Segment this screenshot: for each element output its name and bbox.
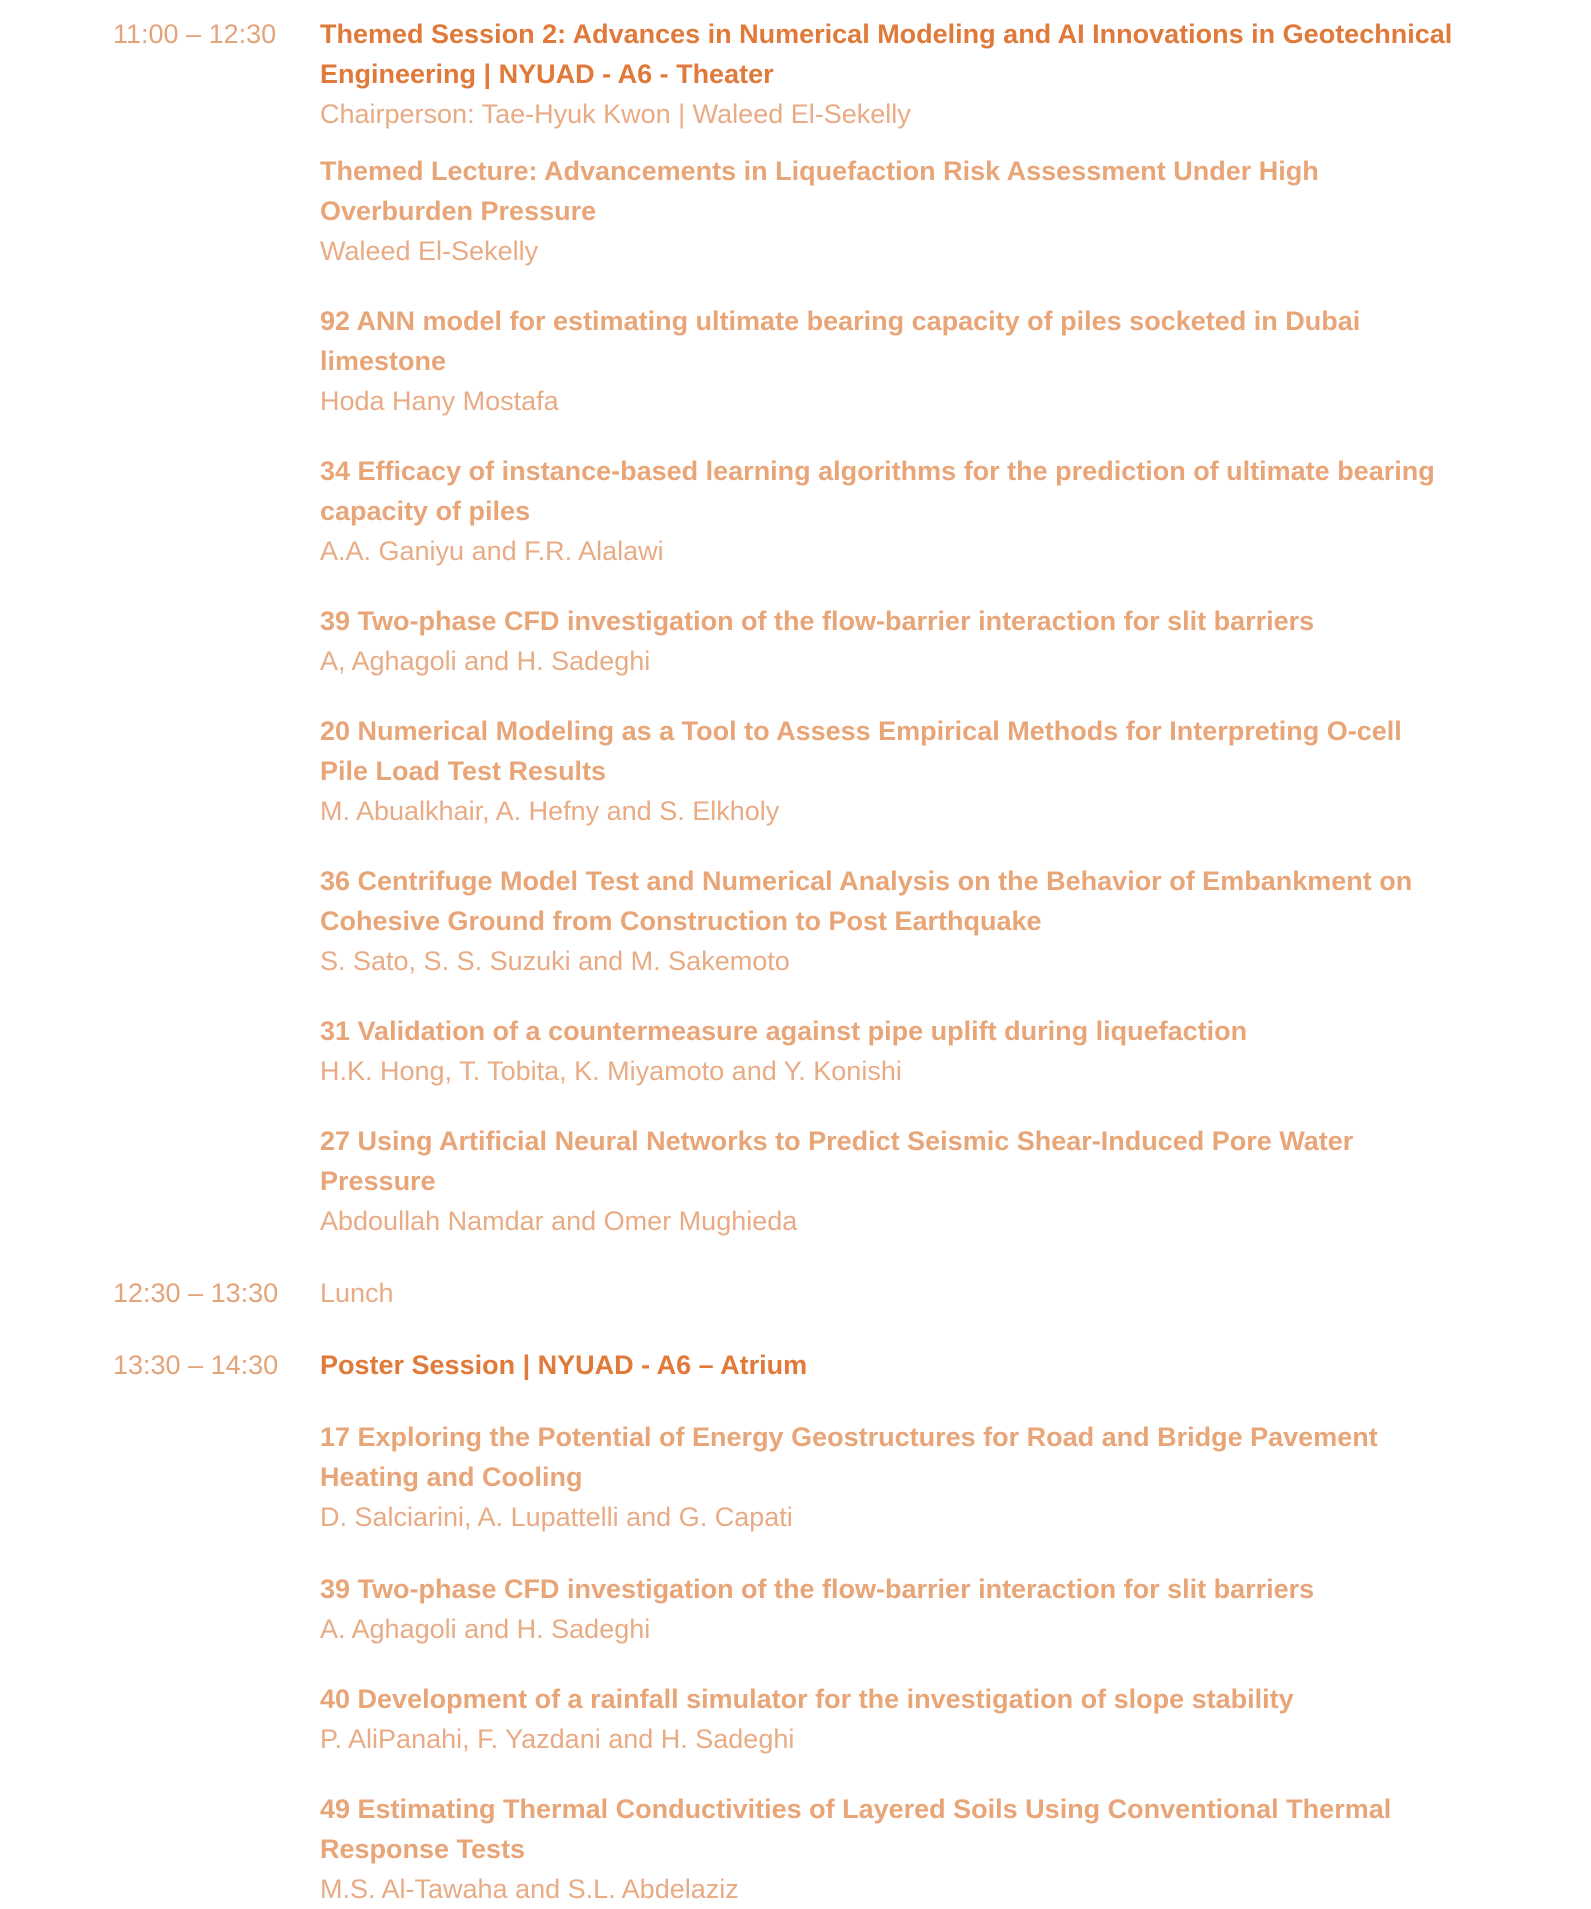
item-title-line: Overburden Pressure <box>320 196 597 226</box>
item-authors: H.K. Hong, T. Tobita, K. Miyamoto and Y. Konishi <box>320 1056 902 1086</box>
item-title-line: Response Tests <box>320 1834 526 1864</box>
item-authors: S. Sato, S. S. Suzuki and M. Sakemoto <box>320 946 790 976</box>
item-authors: P. AliPanahi, F. Yazdani and H. Sadeghi <box>320 1724 795 1754</box>
item-authors: Abdoullah Namdar and Omer Mughieda <box>320 1206 798 1236</box>
item-authors: M. Abualkhair, A. Hefny and S. Elkholy <box>320 796 780 826</box>
item-title-line: Heating and Cooling <box>320 1462 583 1492</box>
item-authors: Waleed El-Sekelly <box>320 236 539 266</box>
session-title-line: Themed Session 2: Advances in Numerical Modeling and AI Innovations in Geotechnical <box>320 19 1453 49</box>
item-title-line: 92 ANN model for estimating ultimate bearing capacity of piles socketed in Dubai <box>320 306 1361 336</box>
session-header <box>320 14 1500 134</box>
session-title-line: Engineering | NYUAD - A6 - Theater <box>320 59 774 89</box>
item-title-line: 31 Validation of a countermeasure against pipe uplift during liquefaction <box>320 1016 1248 1046</box>
session-time: 11:00 – 12:30 <box>113 19 277 49</box>
session-title-line: Poster Session | NYUAD - A6 – Atrium <box>320 1350 808 1380</box>
item-title-line: 39 Two-phase CFD investigation of the flow-barrier interaction for slit barriers <box>320 1574 1315 1604</box>
item-title-line: capacity of piles <box>320 496 531 526</box>
item-title-line: Pile Load Test Results <box>320 756 607 786</box>
item-title-line: 17 Exploring the Potential of Energy Geostructures for Road and Bridge Pavement <box>320 1422 1378 1452</box>
item-title-line: 27 Using Artificial Neural Networks to Predict Seismic Shear-Induced Pore Water <box>320 1126 1354 1156</box>
item-title-line: 20 Numerical Modeling as a Tool to Assess Empirical Methods for Interpreting O-cell <box>320 716 1402 746</box>
item-authors: A. Aghagoli and H. Sadeghi <box>320 1614 651 1644</box>
item-title-line: Cohesive Ground from Construction to Post Earthquake <box>320 906 1042 936</box>
item-title-line: 36 Centrifuge Model Test and Numerical Analysis on the Behavior of Embankment on <box>320 866 1413 896</box>
item-title-line: 39 Two-phase CFD investigation of the flow-barrier interaction for slit barriers <box>320 606 1315 636</box>
item-title-line: Themed Lecture: Advancements in Liquefaction Risk Assessment Under High <box>320 156 1319 186</box>
item-authors: A.A. Ganiyu and F.R. Alalawi <box>320 536 664 566</box>
session-time: 13:30 – 14:30 <box>113 1350 279 1380</box>
session-chairperson: Chairperson: Tae-Hyuk Kwon | Waleed El-Sekelly <box>320 99 911 129</box>
item-title-line: 40 Development of a rainfall simulator for the investigation of slope stability <box>320 1684 1294 1714</box>
session-time: 12:30 – 13:30 <box>113 1278 279 1308</box>
item-authors: M.S. Al-Tawaha and S.L. Abdelaziz <box>320 1874 739 1904</box>
item-authors: A, Aghagoli and H. Sadeghi <box>320 646 651 676</box>
item-authors: Hoda Hany Mostafa <box>320 386 559 416</box>
item-title-line: 49 Estimating Thermal Conductivities of Layered Soils Using Conventional Thermal <box>320 1794 1392 1824</box>
lunch-label: Lunch <box>320 1278 394 1308</box>
item-title-line: 34 Efficacy of instance-based learning algorithms for the prediction of ultimate bearing <box>320 456 1435 486</box>
item-title-line: limestone <box>320 346 447 376</box>
item-authors: D. Salciarini, A. Lupattelli and G. Capati <box>320 1502 793 1532</box>
item-title-line: Pressure <box>320 1166 436 1196</box>
